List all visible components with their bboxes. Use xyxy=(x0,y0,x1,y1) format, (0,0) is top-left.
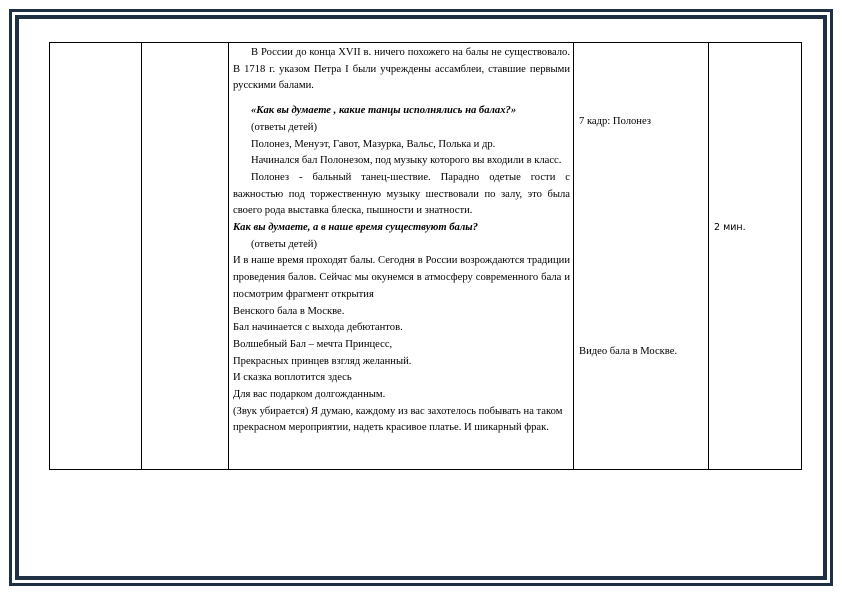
cell-lesson-content xyxy=(229,43,574,470)
cell-empty-2 xyxy=(142,43,229,470)
question-modern-balls: Как вы думаете, а в наше время существуют балы? xyxy=(233,222,478,234)
time-label: 2 мин. xyxy=(714,222,746,233)
paragraph-vienna-ball: Венского бала в Москве. xyxy=(233,305,345,317)
paragraph-polonaise-start: Начинался бал Полонезом, под музыку которого вы входили в класс. xyxy=(251,155,562,167)
slide-note: 7 кадр: Полонез xyxy=(579,116,651,127)
cell-time xyxy=(709,43,802,470)
lesson-plan-table xyxy=(49,42,802,470)
poem-line-1: Волшебный Бал – мечта Принцесс, xyxy=(233,338,393,350)
paragraph-history: В России до конца XVII в. ничего похожего на балы не существовало. В 1718 г. указом Петра I были учреждены ассамблеи, ставшие первыми русскими балами. xyxy=(233,47,570,92)
poem-line-3: И сказка воплотится здесь xyxy=(233,372,352,384)
paragraph-closing: (Звук убирается) Я думаю, каждому из вас захотелось побывать на таком прекрасном мероприятии, надеть красивое платье. И шикарный фрак. xyxy=(233,405,563,434)
dance-list: Полонез, Менуэт, Гавот, Мазурка, Вальс, Полька и др. xyxy=(251,138,496,150)
children-answers-1: (ответы детей) xyxy=(251,121,317,133)
paragraph-modern-balls: И в наше время проходят балы. Сегодня в России возрождаются традиции проведения балов. Сейчас мы окунемся в атмосферу современного бала и посмотрим фрагмент открытия xyxy=(233,255,570,300)
poem-line-4: Для вас подарком долгожданным. xyxy=(233,389,386,401)
question-dances: «Как вы думаете , какие танцы исполнялись на балах?» xyxy=(251,105,517,117)
children-answers-2: (ответы детей) xyxy=(251,238,317,250)
poem-line-2: Прекрасных принцев взгляд желанный. xyxy=(233,355,412,367)
video-note: Видео бала в Москве. xyxy=(579,346,678,357)
paragraph-debutants: Бал начинается с выхода дебютантов. xyxy=(233,322,403,334)
cell-empty-1 xyxy=(50,43,142,470)
cell-media xyxy=(574,43,709,470)
table-row xyxy=(50,43,802,470)
paragraph-polonaise: Полонез - бальный танец-шествие. Парадно одетые гости с важностью под торжественную музыку шествовали по залу, это была своего рода выставка блеска, пышности и знатности. xyxy=(233,171,570,217)
